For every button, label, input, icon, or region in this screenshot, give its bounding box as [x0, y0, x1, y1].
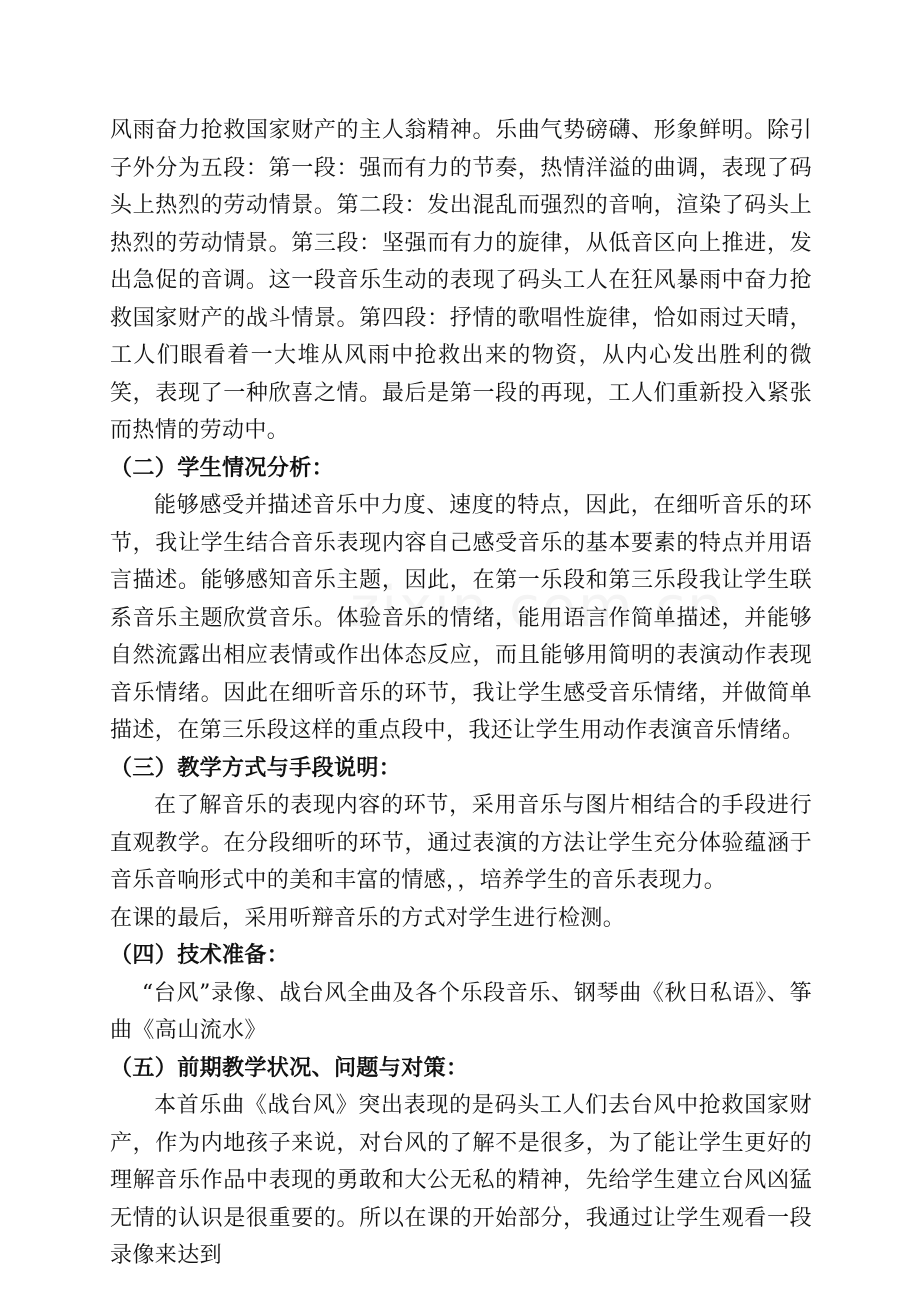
section-heading-student-analysis: （二）学生情况分析： [110, 455, 335, 481]
document-page [110, 112, 812, 1275]
paragraph-teaching-methods: 在了解音乐的表现内容的环节，采用音乐与图片相结合的手段进行直观教学。在分段细听的环节，通过表演的方法让学生充分体验蕴涵于音乐音响形式中的美和丰富的情感，，培养学生的音乐表现力。 [110, 793, 812, 893]
paragraph-technical-preparation: “台风”录像、战台风全曲及各个乐段音乐、钢琴曲《秋日私语》、筝曲《高山流水》 [110, 980, 812, 1043]
paragraph-continuation: 风雨奋力抢救国家财产的主人翁精神。乐曲气势磅礴、形象鲜明。除引子外分为五段：第一段：强而有力的节奏，热情洋溢的曲调，表现了码头上热烈的劳动情景。第二段：发出混乱而强烈的音响，渲染了码头上热烈的劳动情景。第三段：坚强而有力的旋律，从低音区向上推进，发出急促的音调。这一段音乐生动的表现了码头工人在狂风暴雨中奋力抢救国家财产的战斗情景。第四段：抒情的歌唱性旋律，恰如雨过天晴，工人们眼看着一大堆从风雨中抢救出来的物资，从内心发出胜利的微笑，表现了一种欣喜之情。最后是第一段的再现，工人们重新投入紧张而热情的劳动中。 [110, 118, 812, 443]
section-heading-teaching-methods: （三）教学方式与手段说明： [110, 755, 402, 781]
paragraph-teaching-methods-test: 在课的最后，采用听辩音乐的方式对学生进行检测。 [110, 905, 626, 931]
section-heading-technical-preparation: （四）技术准备： [110, 943, 290, 968]
paragraph-prior-teaching: 本首乐曲《战台风》突出表现的是码头工人们去台风中抢救国家财产，作为内地孩子来说，对台风的了解不是很多，为了能让学生更好的理解音乐作品中表现的勇敢和大公无私的精神，先给学生建立台风凶猛无情的认识是很重要的。所以在课的开始部分，我通过让学生观看一段录像来达到 [110, 1093, 812, 1268]
section-heading-prior-teaching: （五）前期教学状况、问题与对策： [110, 1055, 469, 1081]
paragraph-student-analysis: 能够感受并描述音乐中力度、速度的特点，因此，在细听音乐的环节，我让学生结合音乐表现内容自己感受音乐的基本要素的特点并用语言描述。能够感知音乐主题，因此，在第一乐段和第三乐段我让学生联系音乐主题欣赏音乐。体验音乐的情绪，能用语言作简单描述，并能够自然流露出相应表情或作出体态反应，而且能够用简明的表演动作表现音乐情绪。因此在细听音乐的环节，我让学生感受音乐情绪，并做简单描述，在第三乐段这样的重点段中，我还让学生用动作表演音乐情绪。 [110, 493, 812, 743]
